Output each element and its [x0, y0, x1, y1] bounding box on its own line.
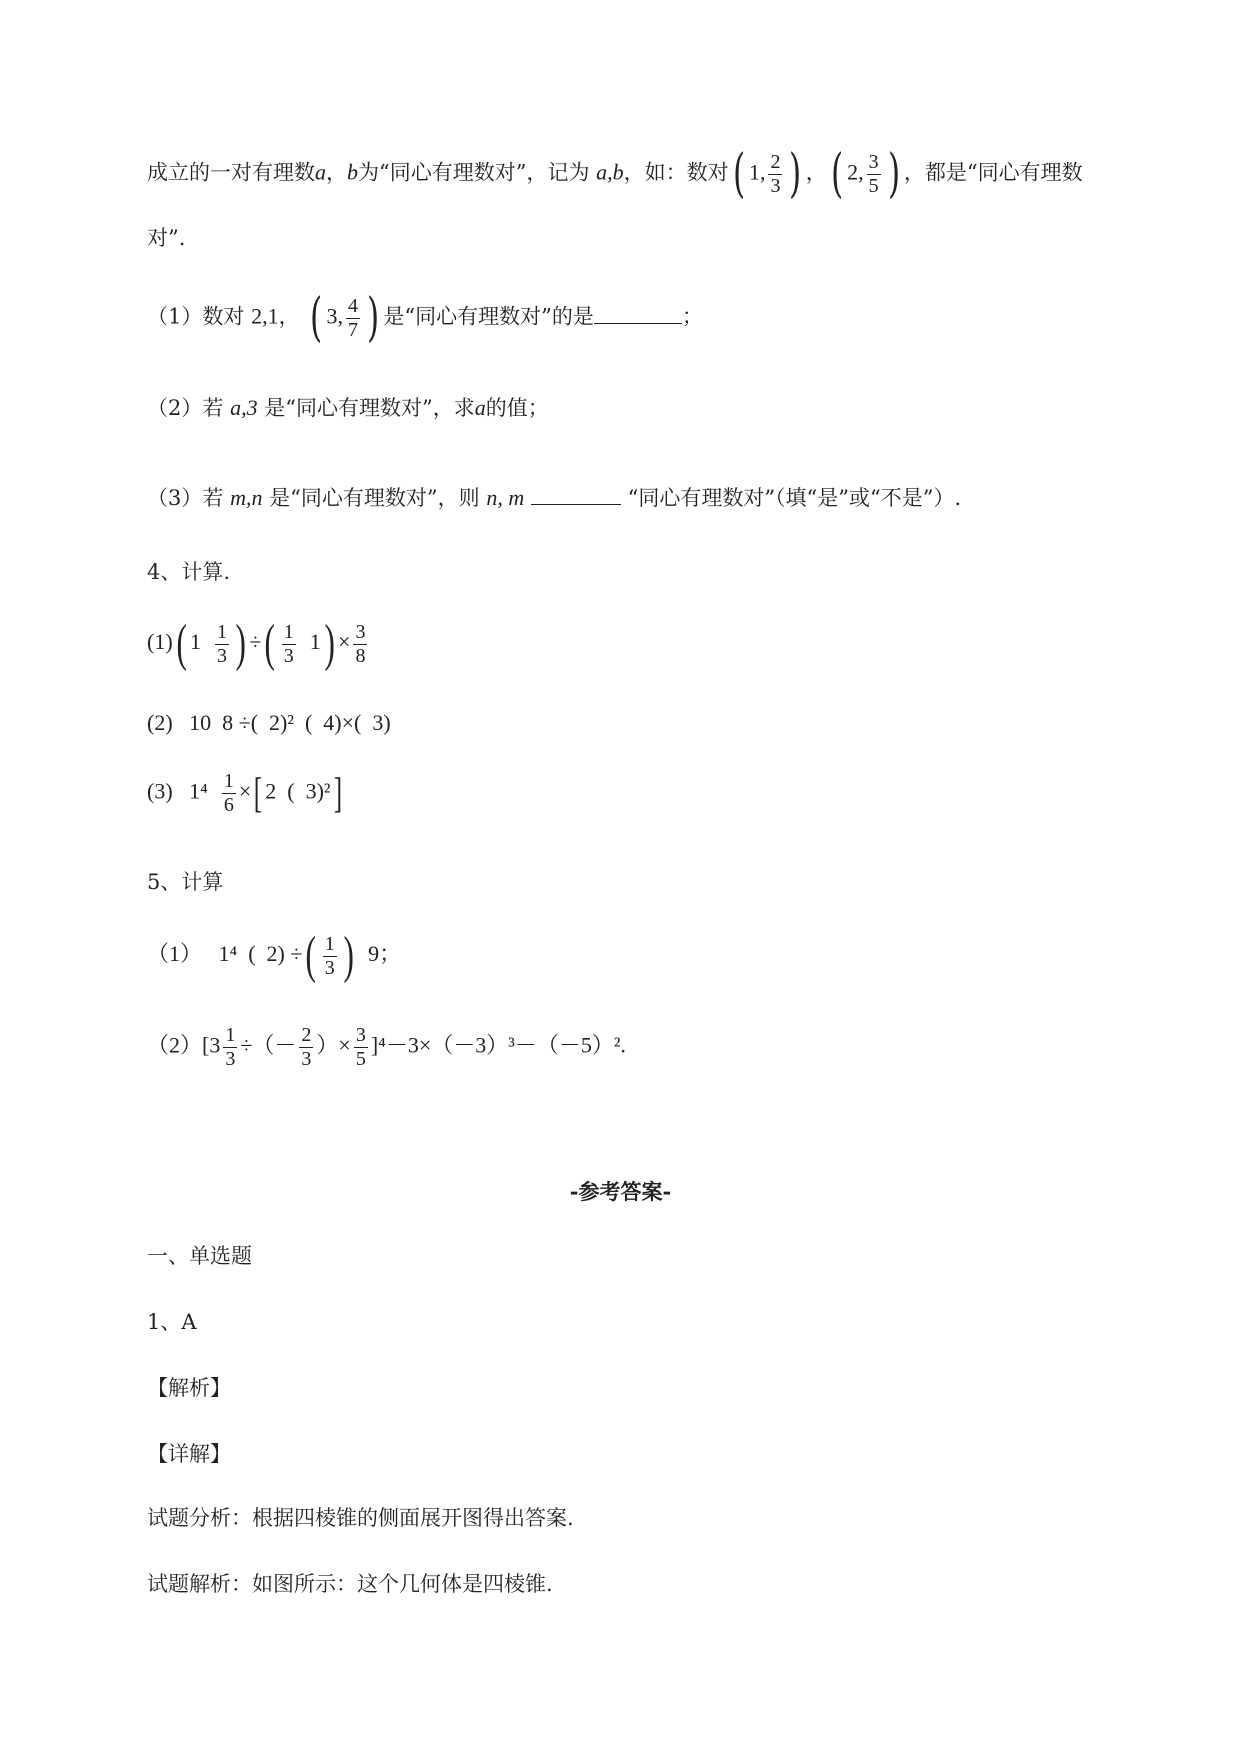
pair: a,3	[230, 395, 258, 420]
expr-label: (1)	[147, 629, 173, 655]
paren-close: )	[887, 144, 900, 204]
intro-text: 成立的一对有理数	[147, 160, 315, 185]
analysis-line-1: 试题分析：根据四棱锥的侧面展开图得出答案.	[147, 1506, 574, 1530]
operator: ÷（－	[240, 1032, 297, 1058]
paren-open: (	[830, 144, 844, 204]
question-text: 的值；	[485, 396, 549, 420]
pair: 2,1	[251, 303, 279, 329]
numerator: 3	[355, 620, 366, 643]
expr-label: （2）[	[147, 1032, 210, 1058]
numerator: 1	[225, 1024, 236, 1046]
problem-5-expr-1	[147, 927, 402, 984]
paren-open: (	[264, 615, 276, 672]
pair: m,n	[230, 485, 263, 510]
question-text: 是“同心有理数对”的是	[383, 304, 594, 329]
pair-ab: a,b	[596, 159, 624, 185]
answer-blank[interactable]	[531, 484, 621, 505]
answer-item: 1、A	[147, 1310, 197, 1334]
operator: ×	[338, 629, 351, 655]
paren-close: )	[324, 615, 335, 672]
fraction	[299, 1024, 313, 1071]
bracket-close: ]	[333, 770, 342, 817]
problem-4-title: 4、计算.	[147, 560, 231, 584]
pair-first: 3,	[326, 303, 344, 329]
var-a: a	[474, 395, 486, 420]
operator: ×	[238, 778, 252, 804]
denominator: 3	[225, 1048, 236, 1070]
intro-text: ，如：数对	[623, 160, 729, 185]
numerator: 2	[301, 1024, 312, 1046]
fraction	[353, 621, 367, 668]
expr-label: (3)	[147, 778, 173, 804]
operator: ÷	[249, 629, 262, 655]
numerator: 1	[283, 620, 294, 643]
denominator: 5	[355, 1048, 366, 1070]
fraction	[346, 295, 360, 342]
numerator: 3	[868, 150, 879, 173]
paren-open: (	[305, 927, 317, 984]
var-b: b	[347, 159, 358, 185]
intro-text: 为“同心有理数对”，记为	[358, 160, 590, 185]
fraction	[867, 151, 881, 198]
numerator: 3	[355, 1024, 366, 1046]
denominator: 3	[324, 956, 335, 979]
fraction	[222, 770, 236, 817]
answer-blank[interactable]	[594, 303, 682, 324]
question-3	[147, 482, 961, 512]
paren-close: )	[343, 927, 354, 984]
term: 1⁴	[218, 941, 238, 967]
term: 1	[309, 629, 321, 655]
denominator: 5	[868, 174, 879, 197]
pair1-first: 1,	[748, 159, 766, 185]
denominator: 3	[770, 174, 781, 197]
paren-close: )	[367, 288, 380, 348]
question-label: （3）若	[147, 486, 224, 510]
comma: ，	[326, 160, 347, 185]
problem-4-expr-3	[147, 770, 345, 817]
paren-open: (	[310, 288, 323, 348]
pair2-first: 2,	[847, 159, 864, 185]
comma: ，	[278, 304, 300, 329]
fraction	[354, 1024, 368, 1071]
fraction	[282, 621, 296, 668]
paren-open: (	[732, 144, 745, 204]
expression: ]⁴－3×（－3）³－（－5）².	[370, 1032, 626, 1058]
term: 9	[368, 941, 380, 967]
comma: ，	[805, 160, 827, 185]
punct: ；	[681, 304, 703, 329]
expr-label: (2)	[147, 710, 173, 735]
intro-text: ，都是“同心有理数	[903, 160, 1083, 185]
answers-heading: -参考答案-	[569, 1179, 672, 1204]
question-1	[147, 288, 703, 348]
problem-4-expr-2	[147, 710, 391, 736]
fraction	[223, 1024, 237, 1071]
analysis-label: 【解析】	[147, 1376, 231, 1400]
question-text: “同心有理数对”（填“是”或“不是”）.	[627, 486, 962, 510]
fraction	[768, 151, 782, 198]
numerator: 2	[770, 150, 781, 173]
denominator: 3	[301, 1048, 312, 1070]
expr-label: （1）	[147, 941, 203, 967]
operator: ）×	[316, 1032, 351, 1058]
denominator: 3	[216, 644, 227, 667]
problem-5-expr-2	[147, 1024, 626, 1071]
paren-close: )	[789, 144, 802, 204]
pair: n, m	[486, 485, 525, 510]
var-a: a	[315, 159, 326, 185]
fraction	[215, 621, 229, 668]
numerator: 1	[216, 620, 227, 643]
term: 3	[209, 1032, 221, 1058]
denominator: 6	[223, 794, 234, 816]
intro-line-2: 对”.	[147, 226, 186, 250]
denominator: 8	[355, 644, 366, 667]
expression: ( 2) ÷	[248, 941, 303, 967]
detail-label: 【详解】	[147, 1442, 231, 1466]
problem-4-expr-1	[147, 615, 370, 672]
punct: ；	[379, 941, 402, 967]
numerator: 1	[324, 932, 335, 955]
term: 1	[189, 629, 201, 655]
paren-close: )	[235, 615, 246, 672]
analysis-line-2: 试题解析：如图所示：这个几何体是四棱锥.	[147, 1572, 553, 1596]
bracket-open: [	[254, 770, 263, 817]
expression: 2 ( 3)²	[265, 778, 331, 804]
problem-5-title: 5、计算	[147, 870, 224, 894]
fraction	[323, 933, 337, 980]
denominator: 7	[348, 318, 359, 341]
question-text: 是“同心有理数对”，则	[269, 486, 480, 510]
denominator: 3	[283, 644, 294, 667]
question-label: （2）若	[147, 396, 224, 420]
answers-section-title: 一、单选题	[147, 1244, 252, 1268]
numerator: 4	[348, 294, 359, 317]
intro-line-1	[147, 144, 1083, 204]
question-2	[147, 392, 549, 422]
paren-open: (	[176, 615, 187, 672]
question-label: （1）数对	[147, 304, 245, 329]
term: 1⁴	[189, 778, 208, 804]
numerator: 1	[223, 770, 234, 792]
expression: 10 8 ÷( 2)² ( 4)×( 3)	[189, 710, 391, 735]
question-text: 是“同心有理数对”，求	[264, 396, 475, 420]
